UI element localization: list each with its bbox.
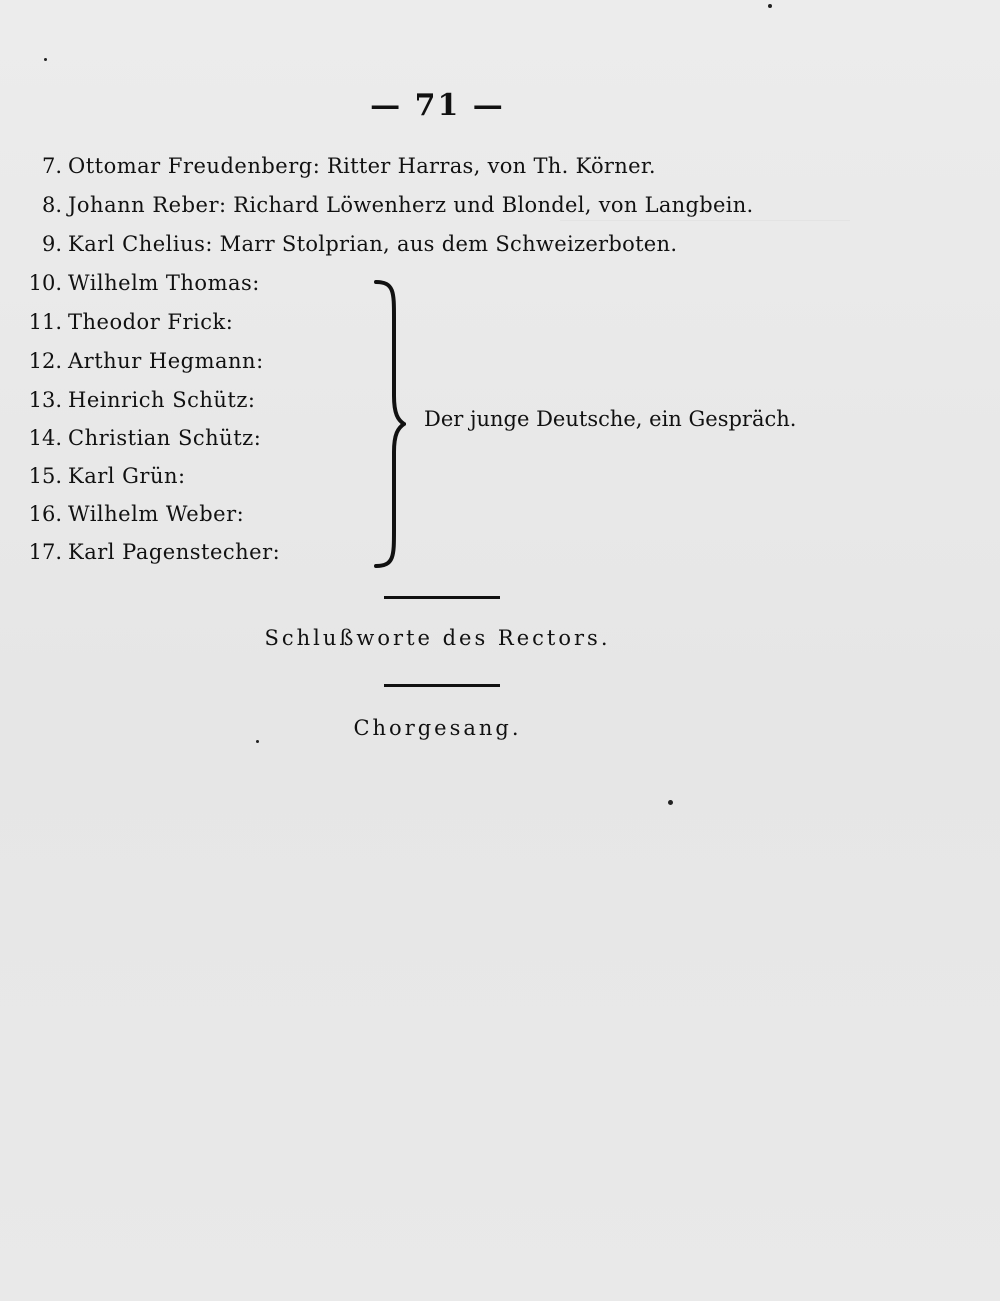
program-entry-15 — [18, 464, 186, 488]
entry-number: 11. — [28, 310, 62, 334]
work-title: Marr Stolprian, aus dem Schweizerboten. — [219, 232, 678, 256]
performer-name: Karl Pagenstecher: — [68, 540, 281, 564]
entry-number: 13. — [28, 388, 62, 412]
performer-name: Karl Grün: — [68, 464, 186, 488]
divider-rule — [384, 596, 500, 599]
page-number: — 71 — — [370, 88, 505, 123]
work-title: Richard Löwenherz und Blondel, von Langbein. — [233, 193, 754, 217]
program-entry-13 — [18, 388, 255, 412]
performer-name: Karl Chelius: — [68, 232, 213, 256]
program-entry-12 — [18, 349, 264, 373]
ink-spot-decoration — [668, 800, 673, 805]
entry-number: 7. — [41, 154, 62, 178]
choir-song: Chorgesang. — [353, 716, 522, 740]
entry-number: 16. — [28, 502, 62, 526]
ink-spot-decoration — [256, 740, 259, 743]
performer-name: Arthur Hegmann: — [68, 349, 264, 373]
bleed-through-decoration — [560, 180, 850, 700]
entry-number: 14. — [28, 426, 62, 450]
work-title: Ritter Harras, von Th. Körner. — [326, 154, 656, 178]
performer-name: Ottomar Freudenberg: — [68, 154, 321, 178]
group-work-title: Der junge Deutsche, ein Gespräch. — [424, 407, 797, 431]
program-entry-14 — [18, 426, 261, 450]
performer-name: Theodor Frick: — [68, 310, 234, 334]
divider-rule — [384, 684, 500, 687]
entry-number: 9. — [41, 232, 62, 256]
program-entry-7 — [18, 154, 656, 178]
program-entry-11 — [18, 310, 233, 334]
performer-name: Wilhelm Weber: — [68, 502, 245, 526]
entry-number: 8. — [41, 193, 62, 217]
performer-name: Christian Schütz: — [68, 426, 262, 450]
performer-name: Heinrich Schütz: — [68, 388, 256, 412]
entry-number: 15. — [28, 464, 62, 488]
program-entry-10 — [18, 271, 260, 295]
performer-name: Johann Reber: — [68, 193, 227, 217]
performer-name: Wilhelm Thomas: — [68, 271, 260, 295]
entry-number: 17. — [28, 540, 62, 564]
ink-spot-decoration — [768, 4, 772, 8]
program-entry-9 — [18, 232, 677, 256]
grouping-brace — [372, 278, 406, 570]
program-entry-16 — [18, 502, 244, 526]
closing-words: Schlußworte des Rectors. — [264, 626, 611, 650]
program-entry-17 — [18, 540, 280, 564]
entry-number: 10. — [28, 271, 62, 295]
program-entry-8 — [18, 193, 754, 217]
ink-spot-decoration — [44, 58, 47, 61]
entry-number: 12. — [28, 349, 62, 373]
